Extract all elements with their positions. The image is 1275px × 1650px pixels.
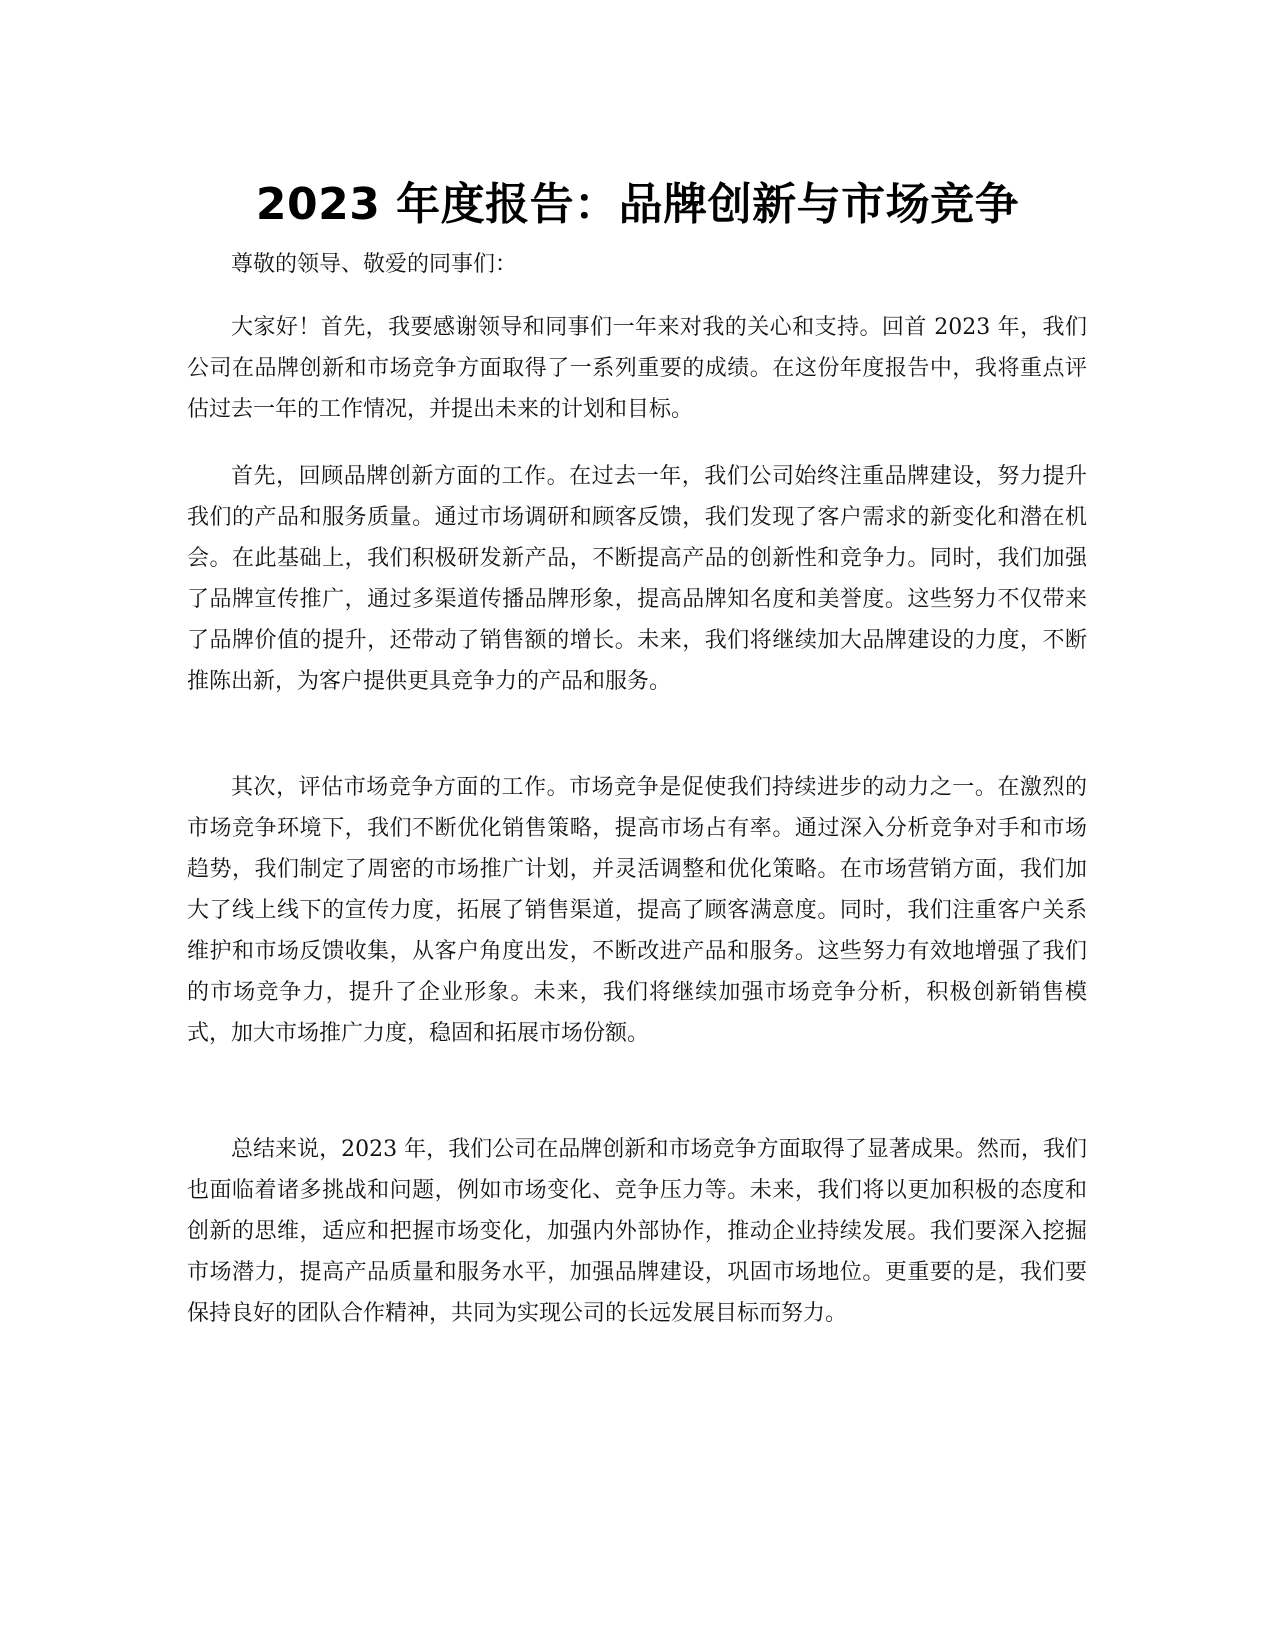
paragraph-opening: 大家好！首先，我要感谢领导和同事们一年来对我的关心和支持。回首 2023 年，我们公司在品牌创新和市场竞争方面取得了一系列重要的成绩。在这份年度报告中，我将重点评估过去一年的工作情况，并提出未来的计划和目标。 <box>187 315 1087 422</box>
paragraph-summary: 总结来说，2023 年，我们公司在品牌创新和市场竞争方面取得了显著成果。然而，我们也面临着诸多挑战和问题，例如市场变化、竞争压力等。未来，我们将以更加积极的态度和创新的思维，适应和把握市场变化，加强内外部协作，推动企业持续发展。我们要深入挖掘市场潜力，提高产品质量和服务水平，加强品牌建设，巩固市场地位。更重要的是，我们要保持良好的团队合作精神，共同为实现公司的长远发展目标而努力。 <box>187 1137 1087 1326</box>
paragraph-market-competition: 其次，评估市场竞争方面的工作。市场竞争是促使我们持续进步的动力之一。在激烈的市场竞争环境下，我们不断优化销售策略，提高市场占有率。通过深入分析竞争对手和市场趋势，我们制定了周密的市场推广计划，并灵活调整和优化策略。在市场营销方面，我们加大了线上线下的宣传力度，拓展了销售渠道，提高了顾客满意度。同时，我们注重客户关系维护和市场反馈收集，从客户角度出发，不断改进产品和服务。这些努力有效地增强了我们的市场竞争力，提升了企业形象。未来，我们将继续加强市场竞争分析，积极创新销售模式，加大市场推广力度，稳固和拓展市场份额。 <box>187 775 1087 1046</box>
paragraph-brand-innovation: 首先，回顾品牌创新方面的工作。在过去一年，我们公司始终注重品牌建设，努力提升我们的产品和服务质量。通过市场调研和顾客反馈，我们发现了客户需求的新变化和潜在机会。在此基础上，我们积极研发新产品，不断提高产品的创新性和竞争力。同时，我们加强了品牌宣传推广，通过多渠道传播品牌形象，提高品牌知名度和美誉度。这些努力不仅带来了品牌价值的提升，还带动了销售额的增长。未来，我们将继续加大品牌建设的力度，不断推陈出新，为客户提供更具竞争力的产品和服务。 <box>187 464 1087 694</box>
document-title: 2023 年度报告：品牌创新与市场竞争 <box>255 179 1020 231</box>
greeting-line: 尊敬的领导、敬爱的同事们： <box>231 252 518 277</box>
